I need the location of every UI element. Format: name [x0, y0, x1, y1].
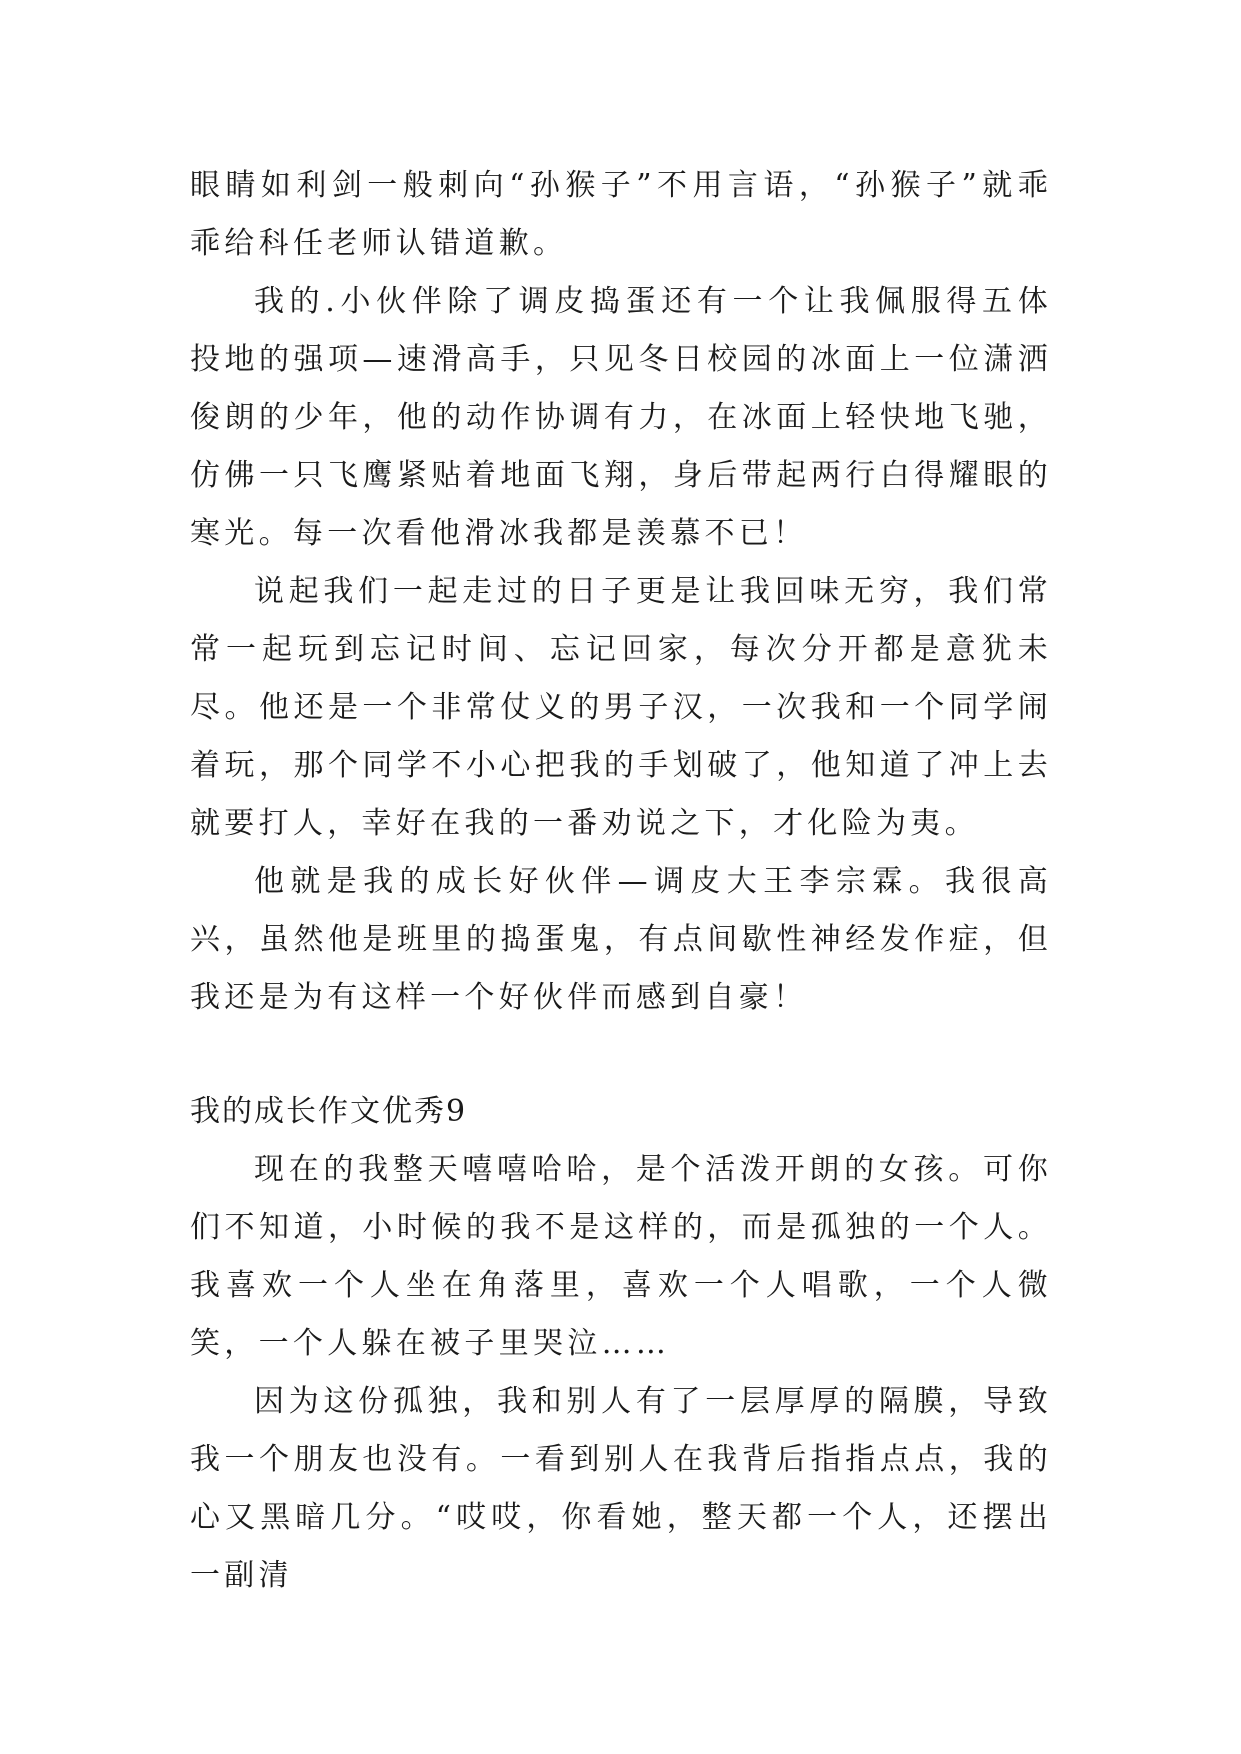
paragraph: 因为这份孤独，我和别人有了一层厚厚的隔膜，导致我一个朋友也没有。一看到别人在我背后指指点点，我的心又黑暗几分。“哎哎，你看她，整天都一个人，还摆出一副清: [190, 1384, 1052, 1593]
paragraph: 我的.小伙伴除了调皮捣蛋还有一个让我佩服得五体投地的强项—速滑高手，只见冬日校园的冰面上一位潇洒俊朗的少年，他的动作协调有力，在冰面上轻快地飞驰，仿佛一只飞鹰紧贴着地面飞翔，身后带起两行白得耀眼的寒光。每一次看他滑冰我都是羡慕不已！: [190, 284, 1052, 551]
paragraph: 现在的我整天嘻嘻哈哈，是个活泼开朗的女孩。可你们不知道，小时候的我不是这样的，而是孤独的一个人。我喜欢一个人坐在角落里，喜欢一个人唱歌，一个人微笑，一个人躲在被子里哭泣……: [190, 1152, 1052, 1361]
paragraph: 说起我们一起走过的日子更是让我回味无穷，我们常常一起玩到忘记时间、忘记回家，每次分开都是意犹未尽。他还是一个非常仗义的男子汉，一次我和一个同学闹着玩，那个同学不小心把我的手划破了，他知道了冲上去就要打人，幸好在我的一番劝说之下，才化险为夷。: [190, 574, 1052, 841]
paragraph: 他就是我的成长好伙伴—调皮大王李宗霖。我很高兴，虽然他是班里的捣蛋鬼，有点间歇性神经发作症，但我还是为有这样一个好伙伴而感到自豪！: [190, 864, 1052, 1015]
paragraph: 眼睛如利剑一般刺向“孙猴子”不用言语，“孙猴子”就乖乖给科任老师认错道歉。: [190, 168, 1052, 261]
section-heading: 我的成长作文优秀9: [190, 1094, 468, 1129]
document-body: [190, 157, 1052, 1605]
